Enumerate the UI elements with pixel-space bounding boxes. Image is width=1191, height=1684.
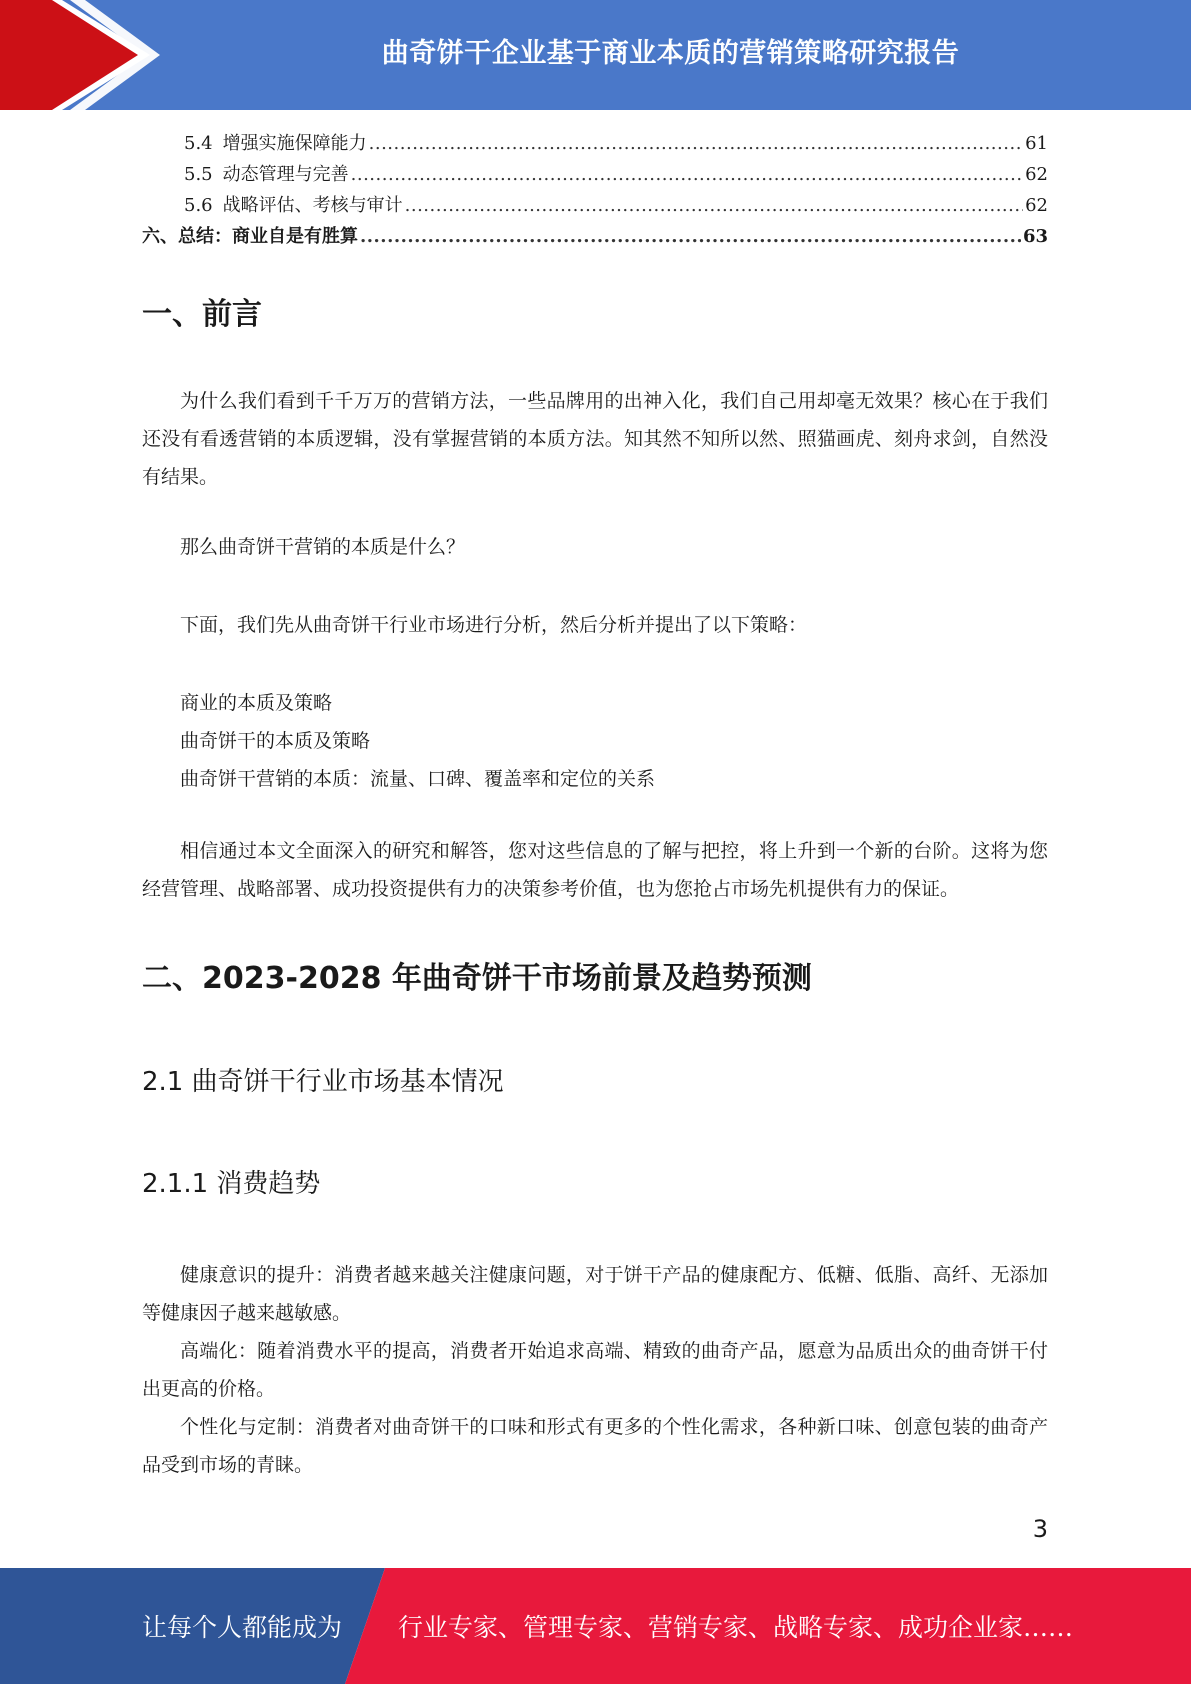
toc-entry-page: 61 xyxy=(1025,133,1048,154)
document-body xyxy=(142,290,1048,1484)
toc-entry-number: 5.6 xyxy=(184,195,213,216)
toc-leader-dots xyxy=(405,190,1023,221)
toc-leader-dots xyxy=(360,221,1021,252)
toc-leader-dots xyxy=(351,159,1023,190)
toc-entry-page: 62 xyxy=(1025,164,1048,185)
toc-entry[interactable] xyxy=(142,221,1048,252)
toc-entry-page: 62 xyxy=(1025,195,1048,216)
toc-entry[interactable] xyxy=(142,128,1048,159)
toc-leader-dots xyxy=(369,128,1023,159)
toc-entry-number: 5.5 xyxy=(184,164,213,185)
toc-entry-title: 增强实施保障能力 xyxy=(222,133,367,154)
list-item: 商业的本质及策略 xyxy=(180,692,333,714)
section-heading-preface: 一、前言 xyxy=(142,297,262,332)
paragraph: 相信通过本文全面深入的研究和解答，您对这些信息的了解与把控，将上升到一个新的台阶。这将为您经营管理、战略部署、成功投资提供有力的决策参考价值，也为您抢占市场先机提供有力的保证。 xyxy=(142,840,1048,900)
toc-entry[interactable] xyxy=(142,159,1048,190)
paragraph: 下面，我们先从曲奇饼干行业市场进行分析，然后分析并提出了以下策略： xyxy=(180,614,808,636)
header-title: 曲奇饼干企业基于商业本质的营销策略研究报告 xyxy=(381,37,960,69)
page-header xyxy=(0,0,1191,110)
toc-entry-page: 63 xyxy=(1022,226,1048,247)
list-item: 曲奇饼干营销的本质：流量、口碑、覆盖率和定位的关系 xyxy=(180,768,656,790)
table-of-contents xyxy=(142,128,1048,252)
toc-entry[interactable] xyxy=(142,190,1048,221)
toc-entry-title: 动态管理与完善 xyxy=(222,164,349,185)
toc-entry-title: 战略评估、考核与审计 xyxy=(222,195,403,216)
page-number: 3 xyxy=(1032,1515,1048,1543)
paragraph: 高端化：随着消费水平的提高，消费者开始追求高端、精致的曲奇产品，愿意为品质出众的曲奇饼干付出更高的价格。 xyxy=(142,1340,1048,1400)
footer-slogan-left: 让每个人都能成为 xyxy=(142,1613,343,1642)
toc-entry-title: 六、总结：商业自是有胜算 xyxy=(142,226,358,247)
subsection-heading: 2.1.1 消费趋势 xyxy=(142,1169,321,1199)
subsection-heading: 2.1 曲奇饼干行业市场基本情况 xyxy=(142,1067,504,1097)
toc-entry-number: 5.4 xyxy=(184,133,213,154)
paragraph: 那么曲奇饼干营销的本质是什么？ xyxy=(180,536,466,558)
list-item: 曲奇饼干的本质及策略 xyxy=(180,730,371,752)
section-heading-forecast: 二、2023-2028 年曲奇饼干市场前景及趋势预测 xyxy=(142,961,812,996)
paragraph: 为什么我们看到千千万万的营销方法，一些品牌用的出神入化，我们自己用却毫无效果？核心在于我们还没有看透营销的本质逻辑，没有掌握营销的本质方法。知其然不知所以然、照猫画虎、刻舟求剑，自然没有结果。 xyxy=(142,390,1048,488)
page-footer xyxy=(0,1568,1191,1684)
paragraph: 个性化与定制：消费者对曲奇饼干的口味和形式有更多的个性化需求，各种新口味、创意包装的曲奇产品受到市场的青睐。 xyxy=(142,1416,1048,1476)
paragraph: 健康意识的提升：消费者越来越关注健康问题，对于饼干产品的健康配方、低糖、低脂、高纤、无添加等健康因子越来越敏感。 xyxy=(142,1264,1048,1324)
footer-slogan-right: 行业专家、管理专家、营销专家、战略专家、成功企业家…… xyxy=(398,1613,1074,1642)
